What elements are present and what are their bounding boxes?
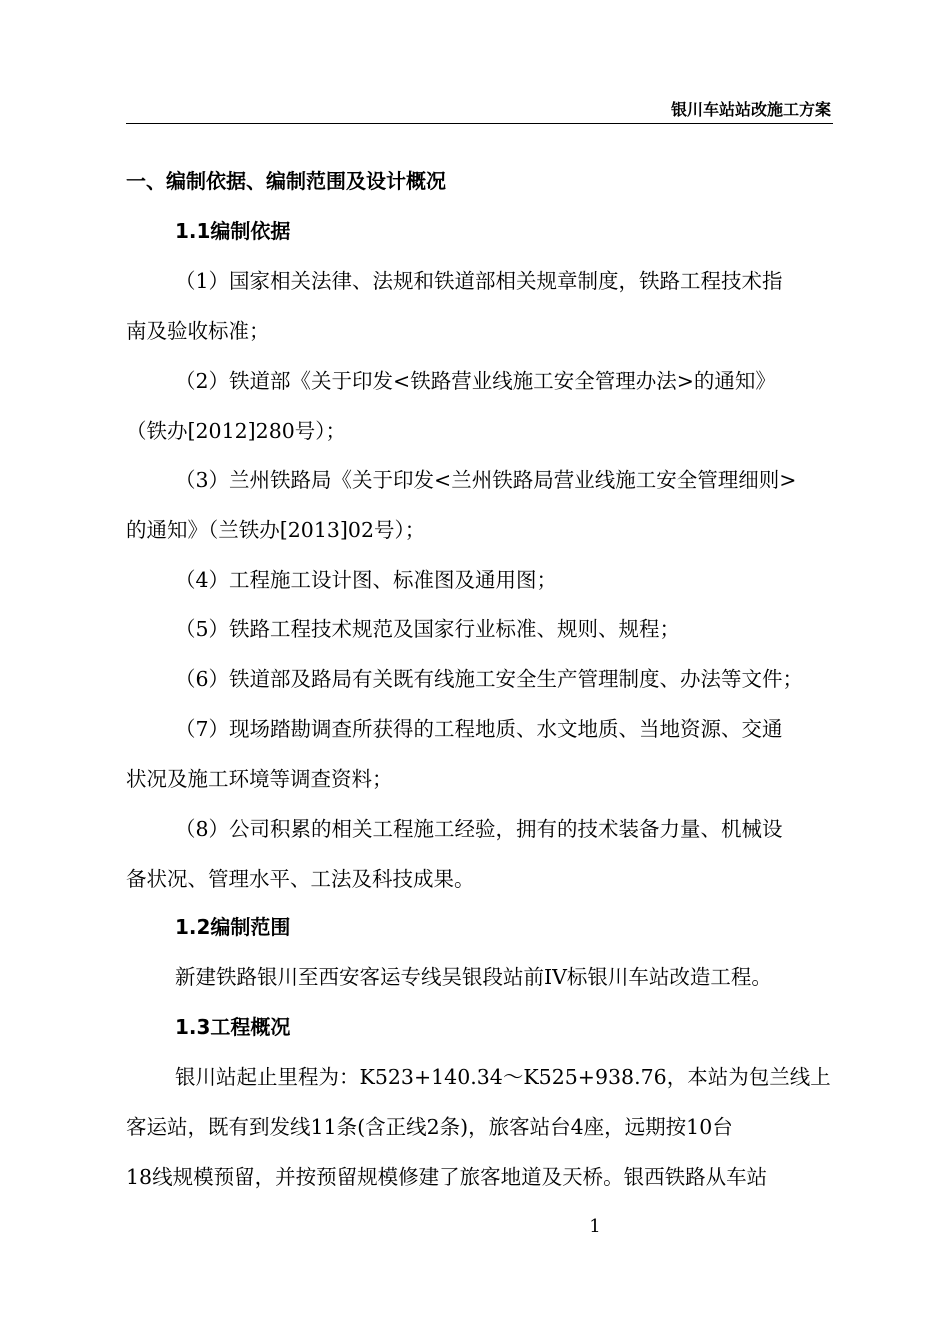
basis-item-3: （3）兰州铁路局《关于印发<兰州铁路局营业线施工安全管理细则> [175,468,797,492]
basis-item-5: （5）铁路工程技术规范及国家行业标准、规则、规程； [175,617,681,641]
header-title: 银川车站站改施工方案 [670,100,831,119]
subsection-heading-basis: 1.1编制依据 [175,219,291,243]
page-header [126,99,833,124]
basis-item-6: （6）铁道部及路局有关既有线施工安全生产管理制度、办法等文件； [175,667,804,691]
scope-text: 新建铁路银川至西安客运专线吴银段站前IV标银川车站改造工程。 [175,965,772,989]
section-heading: 一、编制依据、编制范围及设计概况 [126,169,446,193]
overview-line-2: 客运站，既有到发线11条(含正线2条)，旅客站台4座，远期按10台 [126,1115,733,1139]
basis-item-7-cont: 状况及施工环境等调查资料； [126,767,393,791]
overview-line-1: 银川站起止里程为：K523+140.34～K525+938.76，本站为包兰线上 [175,1065,831,1089]
basis-item-2-cont: （铁办[2012]280号）； [126,419,347,443]
basis-item-1-cont: 南及验收标准； [126,319,270,343]
subsection-heading-scope: 1.2编制范围 [175,915,291,939]
overview-line-3: 18线规模预留，并按预留规模修建了旅客地道及天桥。银西铁路从车站 [126,1165,768,1189]
basis-item-4: （4）工程施工设计图、标准图及通用图； [175,568,558,592]
basis-item-3-cont: 的通知》（兰铁办[2013]02号）； [126,518,426,542]
basis-item-8: （8）公司积累的相关工程施工经验，拥有的技术装备力量、机械设 [175,817,783,841]
basis-item-2: （2）铁道部《关于印发<铁路营业线施工安全管理办法>的通知》 [175,369,776,393]
page-number: 1 [589,1216,601,1237]
basis-item-7: （7）现场踏勘调查所获得的工程地质、水文地质、当地资源、交通 [175,717,783,741]
subsection-heading-overview: 1.3工程概况 [175,1015,291,1039]
basis-item-8-cont: 备状况、管理水平、工法及科技成果。 [126,867,475,891]
basis-item-1: （1）国家相关法律、法规和铁道部相关规章制度，铁路工程技术指 [175,269,783,293]
